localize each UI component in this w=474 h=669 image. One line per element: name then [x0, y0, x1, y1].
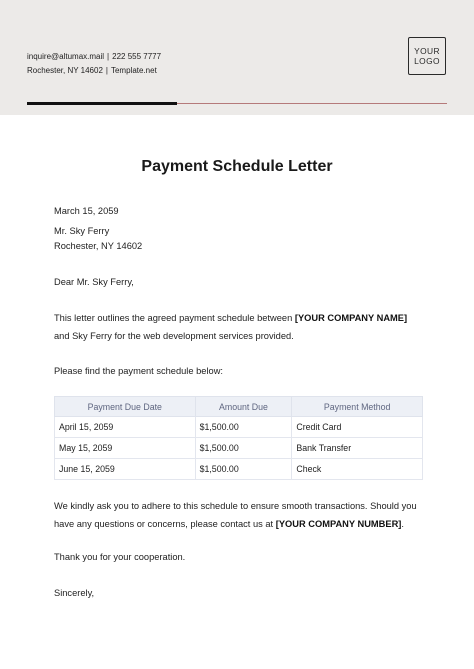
contact-line-1	[27, 50, 161, 64]
intro-line-1	[54, 309, 407, 327]
table-intro: Please find the payment schedule below:	[54, 366, 224, 376]
intro-paragraph	[54, 309, 407, 345]
header-amount-due: Amount Due	[195, 397, 292, 417]
contact-line-2	[27, 64, 161, 78]
contact-phone: 222 555 7777	[112, 52, 162, 61]
letterhead	[0, 0, 474, 115]
cell-method: Bank Transfer	[292, 438, 423, 459]
table-row	[55, 438, 423, 459]
cell-method: Credit Card	[292, 417, 423, 438]
cell-amount: $1,500.00	[195, 417, 292, 438]
company-name-placeholder: [YOUR COMPANY NAME]	[294, 313, 408, 323]
cell-method: Check	[292, 459, 423, 480]
recipient-address: Rochester, NY 14602	[54, 241, 143, 251]
cell-due-date: May 15, 2059	[55, 438, 196, 459]
closing-line: Sincerely,	[54, 588, 95, 598]
contact-info	[27, 50, 161, 78]
cell-due-date: April 15, 2059	[55, 417, 196, 438]
header-payment-due-date: Payment Due Date	[55, 397, 196, 417]
request-period: .	[401, 519, 404, 529]
request-paragraph	[54, 497, 417, 533]
logo-text-line-2: LOGO	[414, 56, 440, 66]
cell-amount: $1,500.00	[195, 459, 292, 480]
header-rule-thin	[177, 103, 447, 104]
thanks-line: Thank you for your cooperation.	[54, 552, 186, 562]
contact-website: Template.net	[110, 66, 157, 75]
cell-amount: $1,500.00	[195, 438, 292, 459]
contact-email: inquire@altumax.mail	[27, 52, 105, 61]
salutation: Dear Mr. Sky Ferry,	[54, 277, 134, 287]
recipient-name: Mr. Sky Ferry	[54, 226, 110, 236]
cell-due-date: June 15, 2059	[55, 459, 196, 480]
letter-date: March 15, 2059	[54, 206, 119, 216]
contact-separator: |	[107, 52, 110, 61]
payment-schedule-table	[54, 396, 423, 480]
table-header-row	[55, 397, 423, 417]
contact-address: Rochester, NY 14602	[27, 66, 103, 75]
table-row	[55, 459, 423, 480]
letter-title: Payment Schedule Letter	[141, 158, 333, 175]
company-logo-placeholder	[408, 37, 446, 75]
contact-separator: |	[105, 66, 108, 75]
request-line-1: We kindly ask you to adhere to this schedule to ensure smooth transactions. Should you	[54, 501, 417, 511]
table-row	[55, 417, 423, 438]
request-text: have any questions or concerns, please contact us at	[54, 519, 276, 529]
logo-text-line-1: YOUR	[414, 46, 440, 56]
header-payment-method: Payment Method	[292, 397, 423, 417]
company-number-placeholder: [YOUR COMPANY NUMBER]	[275, 519, 402, 529]
intro-line-2: and Sky Ferry for the web development services provided.	[54, 331, 294, 341]
request-line-2	[54, 515, 417, 533]
header-rule-thick	[27, 102, 177, 105]
intro-text: This letter outlines the agreed payment schedule between	[54, 313, 295, 323]
